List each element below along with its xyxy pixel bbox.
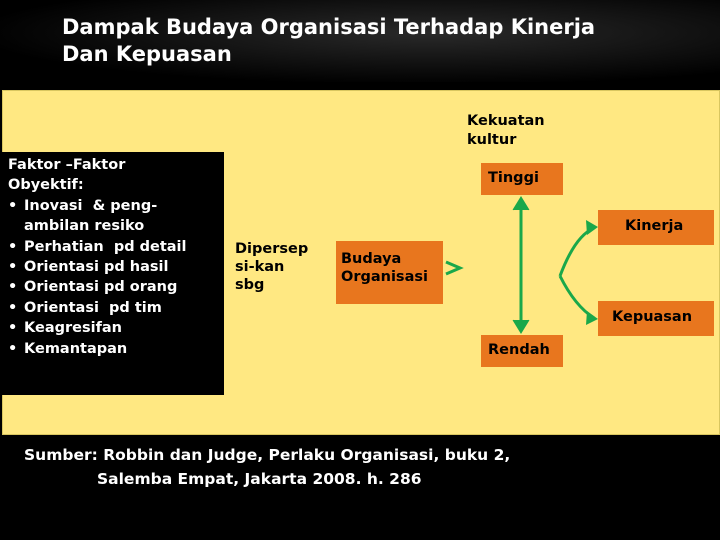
- perceived-line-3: sbg: [235, 277, 265, 293]
- arrow-to-culture: [446, 250, 476, 302]
- culture-to-strength-arrow-icon: [446, 262, 460, 274]
- strength-heading-line-2: kultur: [467, 132, 517, 148]
- factors-heading-line-2: Obyektif:: [8, 177, 84, 194]
- bullet-icon: •: [8, 299, 18, 316]
- factor-item-label: Kemantapan: [24, 340, 128, 357]
- culture-line-1: Budaya: [341, 251, 402, 267]
- factor-item-label: Keagresifan: [24, 320, 122, 337]
- bullet-icon: •: [8, 259, 18, 276]
- factor-item-label: Inovasi & peng- ambilan resiko: [24, 197, 158, 235]
- strength-high-box: Tinggi: [481, 163, 563, 195]
- bullet-icon: •: [8, 279, 18, 296]
- performance-box: Kinerja: [598, 210, 714, 245]
- branch-to-satisfaction-arrow-icon: [560, 276, 594, 318]
- satisfaction-box: Kepuasan: [598, 301, 714, 336]
- strength-heading-line-1: Kekuatan: [467, 113, 545, 129]
- perceived-line-2: si-kan: [235, 259, 285, 275]
- strength-low-box: Rendah: [481, 335, 563, 367]
- culture-line-2: Organisasi: [341, 269, 428, 285]
- factor-item-label: Perhatian pd detail: [24, 238, 187, 255]
- source-line-2: Salemba Empat, Jakarta 2008. h. 286: [97, 470, 422, 488]
- satisfaction-arrowhead-icon: [586, 311, 598, 325]
- source-line-1: Sumber: Robbin dan Judge, Perlaku Organisasi, buku 2,: [24, 446, 511, 464]
- source-citation: [24, 443, 714, 491]
- strength-scale-arrowhead-bottom-icon: [513, 320, 529, 333]
- bullet-icon: •: [8, 238, 18, 255]
- bullet-icon: •: [8, 340, 18, 357]
- bullet-icon: •: [8, 197, 18, 214]
- title-line-2: Dan Kepuasan: [62, 42, 232, 66]
- perceived-line-1: Dipersep: [235, 241, 309, 257]
- strength-scale-arrowhead-top-icon: [513, 197, 529, 210]
- factor-item-label: Orientasi pd hasil: [24, 259, 169, 276]
- performance-arrowhead-icon: [586, 220, 598, 235]
- bullet-icon: •: [8, 320, 18, 337]
- factor-item-label: Orientasi pd tim: [24, 299, 162, 316]
- branch-to-performance-arrow-icon: [560, 228, 594, 276]
- title-line-1: Dampak Budaya Organisasi Terhadap Kinerja: [62, 15, 596, 39]
- factors-heading-line-1: Faktor –Faktor: [8, 157, 126, 173]
- factor-item-label: Orientasi pd orang: [24, 279, 178, 296]
